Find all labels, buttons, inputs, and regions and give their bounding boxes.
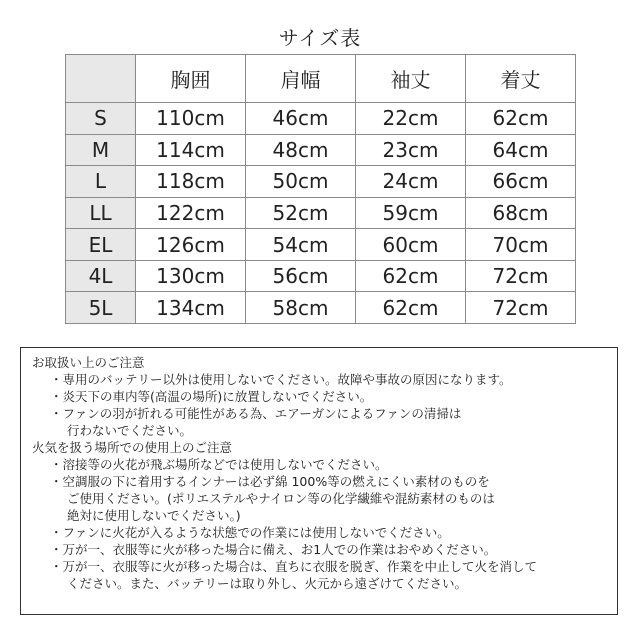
notes-heading: お取扱い上のご注意 (32, 355, 145, 370)
table-corner-cell (66, 55, 136, 103)
table-cell: 58cm (246, 292, 356, 324)
table-row (66, 197, 576, 229)
size-label: 4L (66, 260, 136, 292)
table-cell: 110cm (136, 103, 246, 135)
notes-item: ・空調服の下に着用するインナーは必ず綿 100%等の燃えにくい素材のものを (50, 474, 490, 489)
notes-item-continuation: ご使用ください。(ポリエステルやナイロン等の化学繊維や混紡素材のものは (67, 491, 495, 506)
column-header: 着丈 (466, 55, 576, 103)
table-cell: 60cm (356, 229, 466, 261)
table-cell: 114cm (136, 134, 246, 166)
table-cell: 134cm (136, 292, 246, 324)
notes-item: ・ファンに火花が入るような状態での作業には使用しないでください。 (50, 525, 450, 540)
table-cell: 22cm (356, 103, 466, 135)
notes-item: ・溶接等の火花が飛ぶ場所などでは使用しないでください。 (50, 457, 388, 472)
column-header: 胸囲 (136, 55, 246, 103)
notes-item-continuation: 絶対に使用しないでください。) (67, 508, 241, 523)
notes-item: ・炎天下の車内等(高温の場所)に放置しないでください。 (50, 389, 373, 404)
table-cell: 62cm (356, 292, 466, 324)
size-label: S (66, 103, 136, 135)
table-cell: 68cm (466, 197, 576, 229)
table-cell: 56cm (246, 260, 356, 292)
table-cell: 122cm (136, 197, 246, 229)
size-table (65, 54, 576, 324)
table-cell: 130cm (136, 260, 246, 292)
table-cell: 24cm (356, 166, 466, 198)
table-cell: 46cm (246, 103, 356, 135)
table-cell: 64cm (466, 134, 576, 166)
notes-item: ・万が一、衣服等に火が移った場合に備え、お1人での作業はおやめください。 (50, 542, 497, 557)
column-header: 袖丈 (356, 55, 466, 103)
table-cell: 52cm (246, 197, 356, 229)
table-cell: 62cm (466, 103, 576, 135)
size-label: LL (66, 197, 136, 229)
table-cell: 118cm (136, 166, 246, 198)
table-cell: 54cm (246, 229, 356, 261)
table-cell: 70cm (466, 229, 576, 261)
page-title: サイズ表 (278, 26, 362, 50)
notes-heading: 火気を扱う場所での使用上のご注意 (32, 440, 233, 455)
table-cell: 48cm (246, 134, 356, 166)
table-cell: 62cm (356, 260, 466, 292)
table-cell: 23cm (356, 134, 466, 166)
table-cell: 59cm (356, 197, 466, 229)
table-cell: 72cm (466, 292, 576, 324)
table-row (66, 103, 576, 135)
size-label: M (66, 134, 136, 166)
table-row (66, 134, 576, 166)
care-notes-box (20, 347, 618, 615)
column-header: 肩幅 (246, 55, 356, 103)
size-label: L (66, 166, 136, 198)
table-cell: 126cm (136, 229, 246, 261)
notes-item: ・万が一、衣服等に火が移った場合は、直ちに衣服を脱ぎ、作業を中止して火を消して (50, 559, 538, 574)
table-cell: 66cm (466, 166, 576, 198)
notes-item: ・ファンの羽が折れる可能性がある為、エアーガンによるファンの清掃は (50, 406, 462, 421)
table-row (66, 260, 576, 292)
table-row (66, 229, 576, 261)
notes-item-continuation: ください。また、バッテリーは取り外し、火元から遠ざけてください。 (67, 576, 468, 591)
notes-item: ・専用のバッテリー以外は使用しないでください。故障や事故の原因になります。 (50, 372, 512, 387)
notes-item-continuation: 行わないでください。 (67, 423, 193, 438)
table-header-row (66, 55, 576, 103)
table-cell: 50cm (246, 166, 356, 198)
table-row (66, 292, 576, 324)
size-label: EL (66, 229, 136, 261)
table-cell: 72cm (466, 260, 576, 292)
size-label: 5L (66, 292, 136, 324)
table-row (66, 166, 576, 198)
